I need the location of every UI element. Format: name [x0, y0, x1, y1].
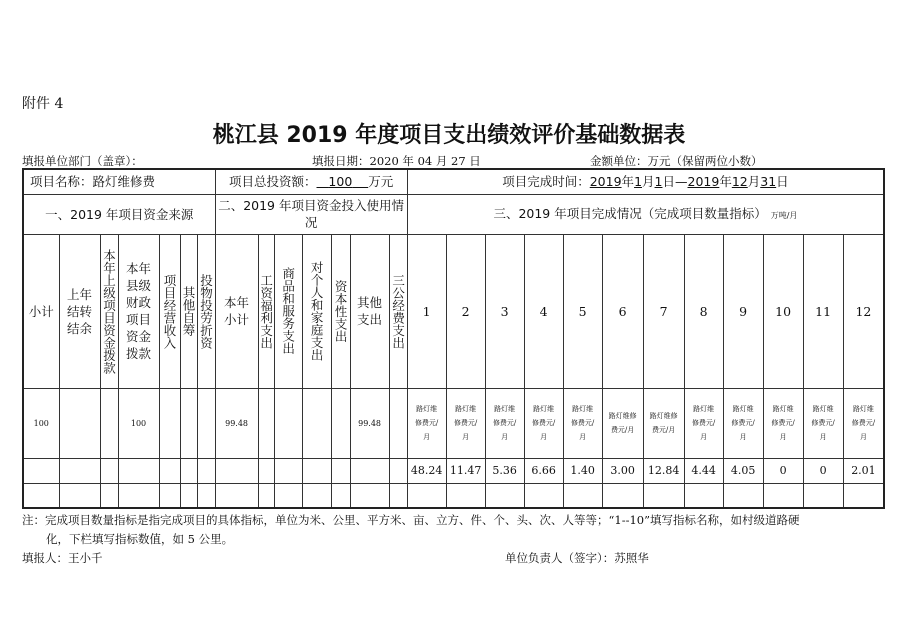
- blank-cell: [302, 483, 331, 508]
- value-cell: [159, 458, 180, 483]
- data-cell: 99.48: [350, 388, 389, 458]
- value-cell: [274, 458, 302, 483]
- value-cell: 4.44: [684, 458, 723, 483]
- data-cell: [159, 388, 180, 458]
- data-cell: 99.48: [215, 388, 258, 458]
- column-header-label: 项目经营收入: [162, 273, 177, 349]
- value-cell: 4.05: [723, 458, 763, 483]
- column-header: [485, 234, 524, 388]
- column-header: [118, 234, 159, 388]
- column-header: [407, 234, 446, 388]
- report-date: 填报日期：2020 年 04 月 27 日: [312, 154, 481, 168]
- data-cell: [59, 388, 100, 458]
- value-cell: 5.36: [485, 458, 524, 483]
- blank-cell: [331, 483, 350, 508]
- column-header-label: 对个人和家庭支出: [309, 261, 325, 361]
- data-cell: [258, 388, 274, 458]
- data-cell: [302, 388, 331, 458]
- blank-cell: [485, 483, 524, 508]
- blank-cell: [159, 483, 180, 508]
- blank-cell: [524, 483, 563, 508]
- column-header-label: 2: [461, 303, 470, 319]
- blank-cell: [180, 483, 197, 508]
- project-investment: 项目总投资额： 100 万元: [215, 169, 407, 194]
- value-cell: [215, 458, 258, 483]
- value-cell: [118, 458, 159, 483]
- column-header-label: 本年上级项目资金拨款: [101, 248, 117, 374]
- column-header-label: 商品和服务支出: [280, 267, 296, 355]
- column-header-label: 6: [618, 303, 627, 319]
- section-funding-use: 二、2019 年项目资金投入使用情况: [215, 194, 407, 234]
- value-cell: 0: [763, 458, 803, 483]
- column-header-label: 本年县级财政项目资金拨款: [125, 261, 151, 361]
- value-cell: 1.40: [563, 458, 602, 483]
- data-cell: [197, 388, 215, 458]
- column-header: [803, 234, 843, 388]
- value-cell: [350, 458, 389, 483]
- unit-leader: 单位负责人（签字）：苏照华: [505, 551, 649, 565]
- column-header-label: 12: [855, 303, 872, 319]
- data-cell: 路灯维修费元/月: [684, 388, 723, 458]
- column-header-label: 其他自筹: [181, 286, 196, 336]
- project-name: 项目名称：路灯维修费: [23, 169, 215, 194]
- data-cell: [274, 388, 302, 458]
- column-header: [684, 234, 723, 388]
- column-header: [843, 234, 884, 388]
- blank-cell: [643, 483, 684, 508]
- value-cell: 3.00: [602, 458, 643, 483]
- column-header-label: 5: [578, 303, 587, 319]
- column-header: [180, 234, 197, 388]
- column-header: [23, 234, 59, 388]
- value-cell: [23, 458, 59, 483]
- value-cell: 12.84: [643, 458, 684, 483]
- blank-cell: [197, 483, 215, 508]
- data-cell: 路灯维修费元/月: [524, 388, 563, 458]
- column-header-label: 1: [422, 303, 431, 319]
- value-cell: [302, 458, 331, 483]
- data-cell: 路灯维修费元/月: [843, 388, 884, 458]
- column-header: [258, 234, 274, 388]
- amount-unit: 金额单位：万元（保留两位小数）: [590, 154, 763, 168]
- blank-cell: [563, 483, 602, 508]
- column-header: [389, 234, 407, 388]
- column-header: [302, 234, 331, 388]
- column-header: [563, 234, 602, 388]
- project-completion-time: 项目完成时间：2019年1月1日—2019年12月31日: [407, 169, 884, 194]
- column-header: [215, 234, 258, 388]
- data-cell: 路灯维修费元/月: [446, 388, 485, 458]
- value-cell: [389, 458, 407, 483]
- data-cell: [100, 388, 118, 458]
- data-cell: 路灯维修费元/月: [407, 388, 446, 458]
- column-header: [350, 234, 389, 388]
- value-cell: 11.47: [446, 458, 485, 483]
- data-cell: 100: [23, 388, 59, 458]
- section-funding-source: 一、2019 年项目资金来源: [23, 194, 215, 234]
- blank-cell: [602, 483, 643, 508]
- blank-cell: [723, 483, 763, 508]
- data-table: [22, 168, 885, 509]
- column-header: [643, 234, 684, 388]
- column-header: [274, 234, 302, 388]
- value-cell: 2.01: [843, 458, 884, 483]
- value-cell: [197, 458, 215, 483]
- column-header-label: 本年小计: [224, 295, 250, 327]
- column-header-label: 10: [775, 303, 792, 319]
- value-cell: 6.66: [524, 458, 563, 483]
- blank-cell: [446, 483, 485, 508]
- column-header-label: 3: [500, 303, 509, 319]
- blank-cell: [684, 483, 723, 508]
- blank-cell: [763, 483, 803, 508]
- column-header-label: 9: [739, 303, 748, 319]
- column-header-label: 4: [539, 303, 548, 319]
- data-cell: 路灯维修费元/月: [602, 388, 643, 458]
- blank-cell: [389, 483, 407, 508]
- blank-cell: [407, 483, 446, 508]
- value-cell: [258, 458, 274, 483]
- column-header: [763, 234, 803, 388]
- unit-dept: 填报单位部门（盖章）：: [22, 154, 143, 168]
- blank-cell: [100, 483, 118, 508]
- column-header: [446, 234, 485, 388]
- value-cell: [100, 458, 118, 483]
- filler: 填报人：王小千: [22, 551, 103, 565]
- column-header-label: 8: [699, 303, 708, 319]
- blank-cell: [843, 483, 884, 508]
- data-cell: 路灯维修费元/月: [763, 388, 803, 458]
- blank-cell: [118, 483, 159, 508]
- data-cell: 路灯维修费元/月: [723, 388, 763, 458]
- column-header-label: 工资福利支出: [258, 273, 274, 349]
- column-header-label: 上年结转结余: [66, 286, 92, 336]
- value-cell: 0: [803, 458, 843, 483]
- column-header-label: 投物投劳折资: [198, 273, 214, 349]
- value-cell: [331, 458, 350, 483]
- value-cell: 48.24: [407, 458, 446, 483]
- data-cell: 100: [118, 388, 159, 458]
- column-header-label: 7: [659, 303, 668, 319]
- data-cell: [331, 388, 350, 458]
- page-title: 桃江县 2019 年度项目支出绩效评价基础数据表: [212, 123, 686, 148]
- column-header: [524, 234, 563, 388]
- column-header: [59, 234, 100, 388]
- column-header: [159, 234, 180, 388]
- blank-cell: [215, 483, 258, 508]
- column-header-label: 资本性支出: [333, 279, 349, 343]
- blank-cell: [258, 483, 274, 508]
- blank-cell: [274, 483, 302, 508]
- column-header: [331, 234, 350, 388]
- blank-cell: [59, 483, 100, 508]
- column-header-label: 三公经费支出: [390, 273, 406, 349]
- data-cell: 路灯维修费元/月: [803, 388, 843, 458]
- section-completion: 三、2019 年项目完成情况（完成项目数量指标） 万吨/月: [407, 194, 884, 234]
- note-line-2: 化，下栏填写指标数值，如 5 公里。: [46, 532, 234, 546]
- column-header-label: 11: [815, 303, 832, 319]
- value-cell: [59, 458, 100, 483]
- column-header-label: 小计: [28, 303, 54, 319]
- column-header: [723, 234, 763, 388]
- value-cell: [180, 458, 197, 483]
- data-cell: 路灯维修费元/月: [485, 388, 524, 458]
- blank-cell: [803, 483, 843, 508]
- column-header-label: 其他支出: [357, 295, 383, 327]
- data-cell: 路灯维修费元/月: [563, 388, 602, 458]
- blank-cell: [350, 483, 389, 508]
- column-header: [602, 234, 643, 388]
- data-cell: 路灯维修费元/月: [643, 388, 684, 458]
- data-cell: [180, 388, 197, 458]
- column-header: [197, 234, 215, 388]
- attachment-label: 附件 4: [22, 96, 64, 112]
- data-cell: [389, 388, 407, 458]
- blank-cell: [23, 483, 59, 508]
- note-line-1: 注：完成项目数量指标是指完成项目的具体指标，单位为米、公里、平方米、亩、立方、件、个、头、次、人等等；“1--10”填写指标名称，如村级道路硬: [22, 513, 800, 527]
- column-header: [100, 234, 118, 388]
